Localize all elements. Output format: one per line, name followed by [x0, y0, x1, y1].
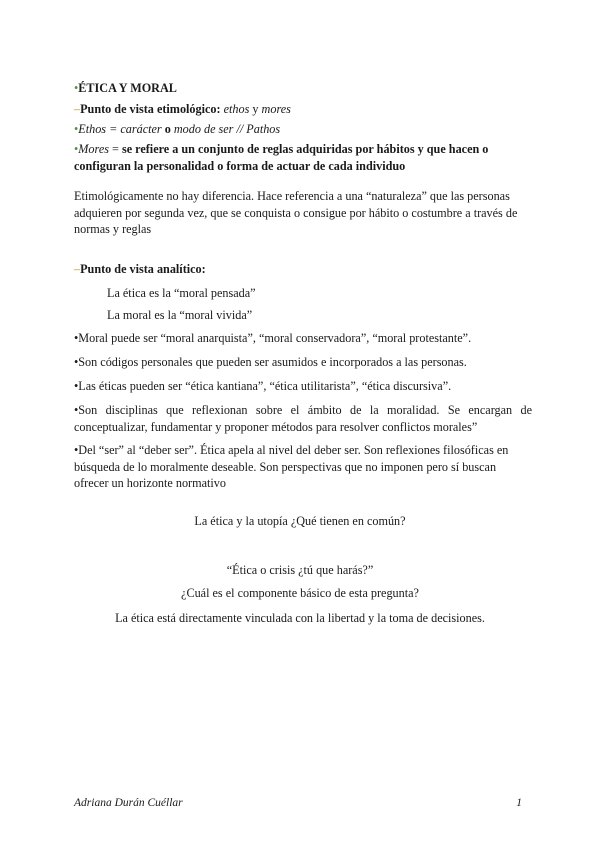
etimologico-term-ethos: ethos	[223, 102, 250, 116]
etimologico-label: Punto de vista etimológico:	[80, 102, 221, 116]
mores-equals: =	[108, 142, 122, 156]
mores-line	[74, 141, 532, 174]
mores-bullet: •	[74, 142, 79, 156]
section-title	[74, 80, 532, 97]
footer-author: Adriana Durán Cuéllar	[74, 797, 183, 809]
page-footer	[74, 797, 522, 809]
title-text: ÉTICA Y MORAL	[78, 81, 177, 95]
etimologico-and: y	[252, 102, 259, 116]
etica-pensada: La ética es la “moral pensada”	[107, 286, 256, 300]
footer-page-number: 1	[516, 797, 522, 809]
title-bullet: •	[74, 81, 79, 95]
centered-line: ¿Cuál es el componente básico de esta pregunta?	[181, 586, 419, 600]
etimologico-dash: –	[74, 102, 81, 116]
etimologia-paragraph: Etimológicamente no hay diferencia. Hace referencia a una “naturaleza” que las personas adquieren por segunda vez, que se conquista o consigue por hábito o costumbre a través de normas y reglas	[74, 189, 518, 237]
bullet-item: •Son disciplinas que reflexionan sobre el ámbito de la moralidad. Se encargan de conceptualizar, fundamentar y proponer métodos para resolver conflictos morales”	[74, 403, 532, 434]
bullet-item: •Son códigos personales que pueden ser asumidos e incorporados a las personas.	[74, 355, 467, 369]
ethos-text: Ethos = carácter	[78, 122, 162, 136]
ethos-rest: modo de ser // Pathos	[173, 122, 281, 136]
centered-line: “Ética o crisis ¿tú que harás?”	[226, 563, 374, 577]
bullet-item: •Las éticas pueden ser “ética kantiana”, “ética utilitarista”, “ética discursiva”.	[74, 379, 452, 393]
ethos-o: o	[164, 122, 171, 136]
analitico-dash: –	[74, 262, 81, 276]
mores-term: Mores	[78, 142, 109, 156]
etimologico-heading	[74, 101, 532, 118]
analitico-label: Punto de vista analítico:	[80, 262, 206, 276]
mores-definition: se refiere a un conjunto de reglas adquiridas por hábitos y que hacen o configuran la personalidad o forma de actuar de cada individuo	[74, 142, 489, 173]
centered-line: La ética y la utopía ¿Qué tienen en común?	[194, 514, 406, 528]
bullet-item: •Moral puede ser “moral anarquista”, “moral conservadora”, “moral protestante”.	[74, 331, 472, 345]
analitico-heading	[74, 261, 532, 278]
ethos-line	[74, 121, 532, 138]
centered-line: La ética está directamente vinculada con la libertad y la toma de decisiones.	[115, 611, 485, 625]
ethos-bullet: •	[74, 122, 79, 136]
moral-vivida: La moral es la “moral vivida”	[107, 308, 253, 322]
etimologico-term-mores: mores	[261, 102, 291, 116]
bullet-item: •Del “ser” al “deber ser”. Ética apela al nivel del deber ser. Son reflexiones filosóficas en búsqueda de lo moralmente deseable. Son perspectivas que no imponen pero sí buscan ofrecer un horizonte normativo	[74, 443, 509, 491]
